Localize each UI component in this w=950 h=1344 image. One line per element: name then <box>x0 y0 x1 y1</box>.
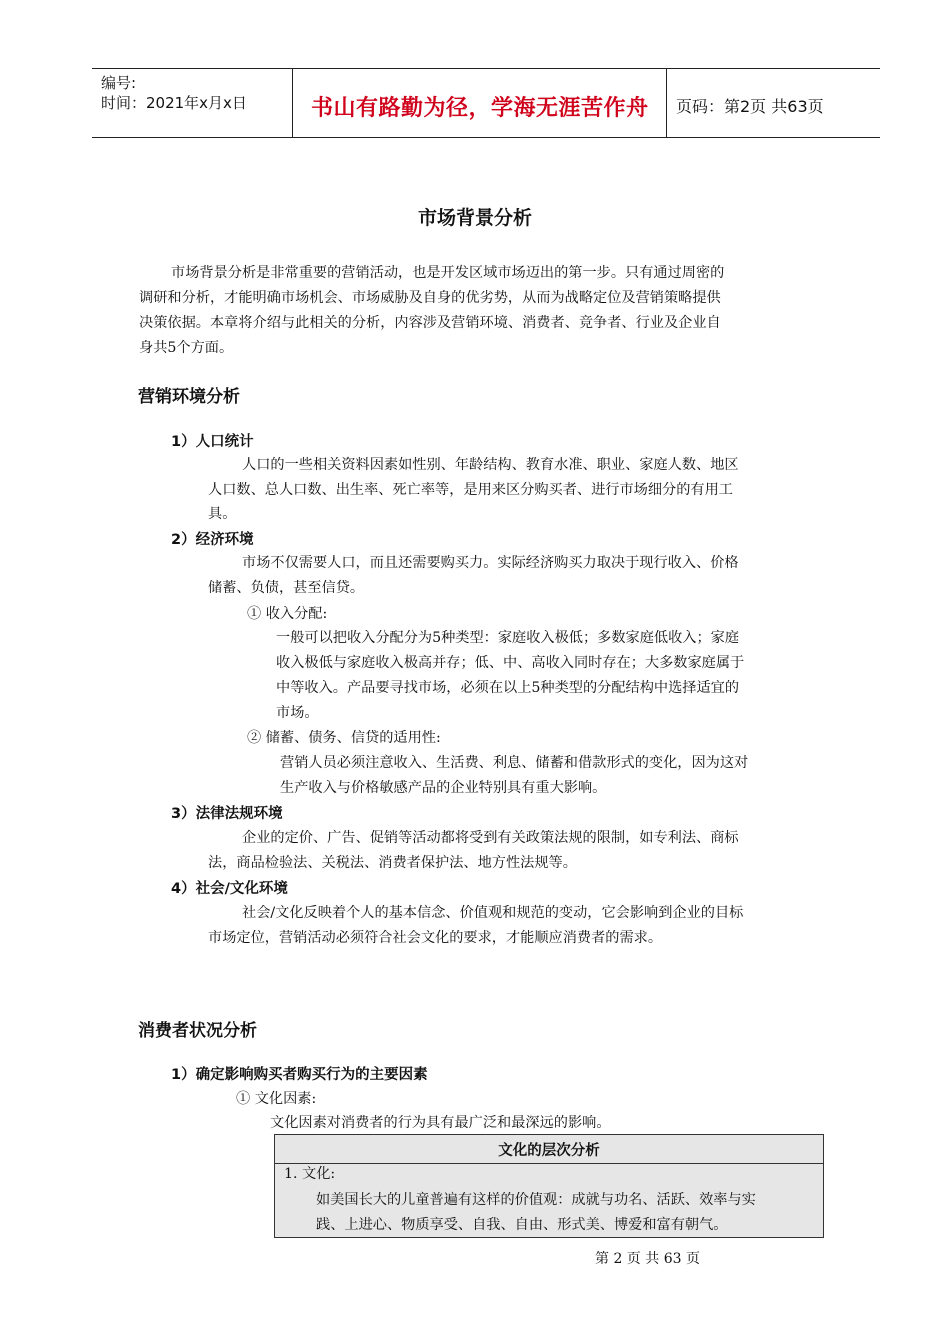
body-line: 市场定位，营销活动必须符合社会文化的要求，才能顺应消费者的需求。 <box>208 930 663 946</box>
body-line: 营销人员必须注意收入、生活费、利息、储蓄和借款形式的变化，因为这对 <box>280 755 749 771</box>
document-time-label: 时间：2021年x月x日 <box>101 94 247 112</box>
body-line: 储蓄、负债，甚至信贷。 <box>208 580 365 596</box>
body-line: 市场。 <box>276 705 319 721</box>
body-line: 人口数、总人口数、出生率、死亡率等，是用来区分购买者、进行市场细分的有用工 <box>208 482 733 498</box>
header-motto: 书山有路勤为径，学海无涯苦作舟 <box>311 96 649 121</box>
body-line: 收入极低与家庭收入极高并存；低、中、高收入同时存在；大多数家庭属于 <box>276 655 745 671</box>
header-divider <box>292 69 293 137</box>
page-footer: 第 2 页 共 63 页 <box>595 1251 700 1267</box>
intro-line: 身共5个方面。 <box>139 340 234 356</box>
body-line: 具。 <box>208 506 237 522</box>
document-number-label: 编号: <box>101 74 137 92</box>
body-line: 企业的定价、广告、促销等活动都将受到有关政策法规的限制，如专利法、商标 <box>242 830 739 846</box>
body-line: 法，商品检验法、关税法、消费者保护法、地方性法规等。 <box>208 855 577 871</box>
info-box-item-label: 1. 文化: <box>284 1166 336 1182</box>
header-page-code: 页码：第2页 共63页 <box>676 97 824 116</box>
intro-line: 市场背景分析是非常重要的营销活动，也是开发区域市场迈出的第一步。只有通过周密的 <box>171 265 725 281</box>
header-divider <box>666 69 667 137</box>
body-line: 文化因素对消费者的行为具有最广泛和最深远的影响。 <box>270 1115 611 1131</box>
subsection-heading: 4）社会/文化环境 <box>171 881 288 897</box>
info-box-line: 如美国长大的儿童普遍有这样的价值观：成就与功名、活跃、效率与实 <box>316 1192 756 1208</box>
subsection-heading: 1）人口统计 <box>171 434 254 450</box>
section-heading: 营销环境分析 <box>138 387 240 407</box>
body-line: 一般可以把收入分配分为5种类型：家庭收入极低；多数家庭低收入；家庭 <box>276 630 740 646</box>
intro-line: 决策依据。本章将介绍与此相关的分析，内容涉及营销环境、消费者、竞争者、行业及企业自 <box>139 315 721 331</box>
page-title: 市场背景分析 <box>417 207 532 229</box>
intro-line: 调研和分析，才能明确市场机会、市场威胁及自身的优劣势，从而为战略定位及营销策略提供 <box>139 290 721 306</box>
subsection-heading: 2）经济环境 <box>171 532 254 548</box>
body-line: 生产收入与价格敏感产品的企业特别具有重大影响。 <box>280 780 607 796</box>
body-line: 人口的一些相关资料因素如性别、年龄结构、教育水准、职业、家庭人数、地区 <box>242 457 739 473</box>
info-box-title: 文化的层次分析 <box>498 1143 600 1159</box>
subsection-heading: 1）确定影响购买者购买行为的主要因素 <box>171 1067 428 1083</box>
info-box-line: 践、上进心、物质享受、自我、自由、形式美、博爱和富有朝气。 <box>316 1217 728 1233</box>
list-item-label: ① 文化因素: <box>236 1091 317 1107</box>
list-item-label: ① 收入分配: <box>247 606 328 622</box>
body-line: 市场不仅需要人口，而且还需要购买力。实际经济购买力取决于现行收入、价格 <box>242 555 739 571</box>
body-line: 中等收入。产品要寻找市场，必须在以上5种类型的分配结构中选择适宜的 <box>276 680 740 696</box>
list-item-label: ② 储蓄、债务、信贷的适用性: <box>247 730 441 746</box>
section-heading: 消费者状况分析 <box>138 1021 257 1041</box>
body-line: 社会/文化反映着个人的基本信念、价值观和规范的变动，它会影响到企业的目标 <box>242 905 744 921</box>
subsection-heading: 3）法律法规环境 <box>171 806 283 822</box>
